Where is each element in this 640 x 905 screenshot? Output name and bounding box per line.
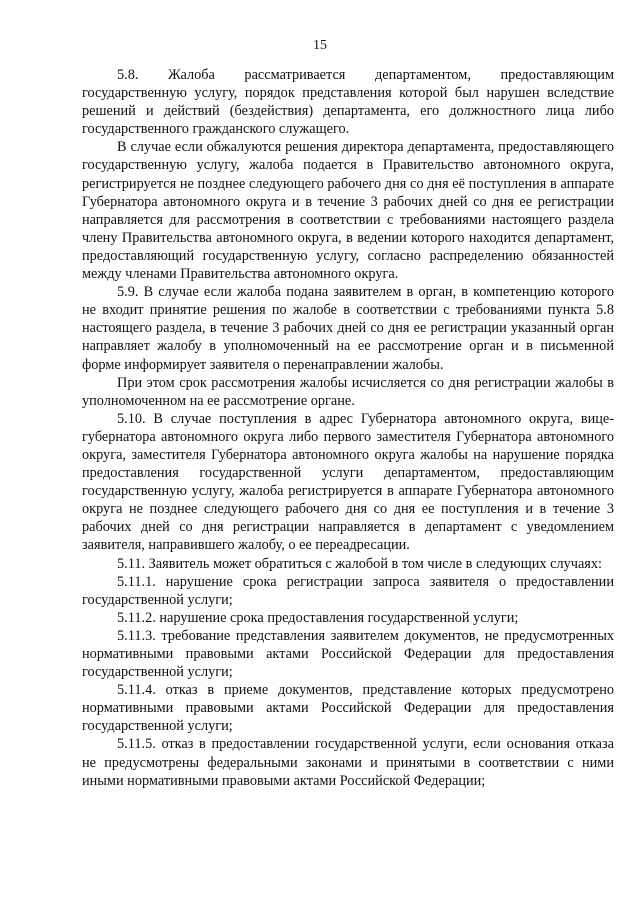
paragraph-5-11-2: 5.11.2. нарушение срока предоставления государственной услуги; xyxy=(117,609,519,626)
document-body xyxy=(82,66,614,790)
paragraph-5-11-4: 5.11.4. отказ в приеме документов, представление которых предусмотрено нормативными правовыми актами Российской Федерации для предоставления государственной услуги; xyxy=(82,682,614,735)
paragraph-5-11: 5.11. Заявитель может обратиться с жалобой в том числе в следующих случаях: xyxy=(117,555,602,572)
paragraph-5-10: 5.10. В случае поступления в адрес Губернатора автономного округа, вице-губернатора автономного округа либо первого заместителя Губернатора автономного округа, заместителя Губернатора автономного округа жалобы на нарушение порядка предоставления государственной услуги департаментом, предоставляющим государственную услугу, жалоба регистрируется в аппарате Губернатора автономного округа не позднее следующего рабочего дня со дня ее поступления и в течение 3 рабочих дней со дня регистрации направляется в департамент с уведомлением заявителя, направившего жалобу, о ее переадресации. xyxy=(82,410,614,554)
paragraph-5-8: 5.8. Жалоба рассматривается департаментом, предоставляющим государственную услугу, порядок представления которой был нарушен вследствие решений и действий (бездействия) департамента, его должностного лица либо государственного гражданского служащего. xyxy=(82,67,614,138)
paragraph-5-11-1: 5.11.1. нарушение срока регистрации запроса заявителя о предоставлении государственной услуги; xyxy=(82,573,614,608)
paragraph-5-11-3: 5.11.3. требование представления заявителем документов, не предусмотренных нормативными правовыми актами Российской Федерации для предоставления государственной услуги; xyxy=(82,627,614,681)
paragraph-5-9: 5.9. В случае если жалоба подана заявителем в орган, в компетенцию которого не входит принятие решения по жалобе в соответствии с требованиями пункта 5.8 настоящего раздела, в течение 3 рабочих дней со дня ее регистрации указанный орган направляет жалобу в уполномоченный на ее рассмотрение орган и в письменной форме информирует заявителя о перенаправлении жалобы. xyxy=(82,284,614,373)
paragraph-5-9-term: При этом срок рассмотрения жалобы исчисляется со дня регистрации жалобы в уполномоченном на ее рассмотрение органе. xyxy=(82,374,614,409)
page-number: 15 xyxy=(313,38,327,53)
paragraph-5-8-appeal-director: В случае если обжалуются решения директора департамента, предоставляющего государственную услугу, жалоба подается в Правительство автономного округа, регистрируется не позднее следующего рабочего дня со дня её поступления в аппарате Губернатора автономного округа и в течение 3 рабочих дней со дня ее регистрации направляется для рассмотрения в соответствии с требованиями настоящего раздела члену Правительства автономного округа, в ведении которого находится департамент, предоставляющий государственную услугу, согласно распределению обязанностей между членами Правительства автономного округа. xyxy=(82,139,614,283)
paragraph-5-11-5: 5.11.5. отказ в предоставлении государственной услуги, если основания отказа не предусмотрены федеральными законами и принятыми в соответствии с ними иными нормативными правовыми актами Российской Федерации; xyxy=(82,736,614,789)
